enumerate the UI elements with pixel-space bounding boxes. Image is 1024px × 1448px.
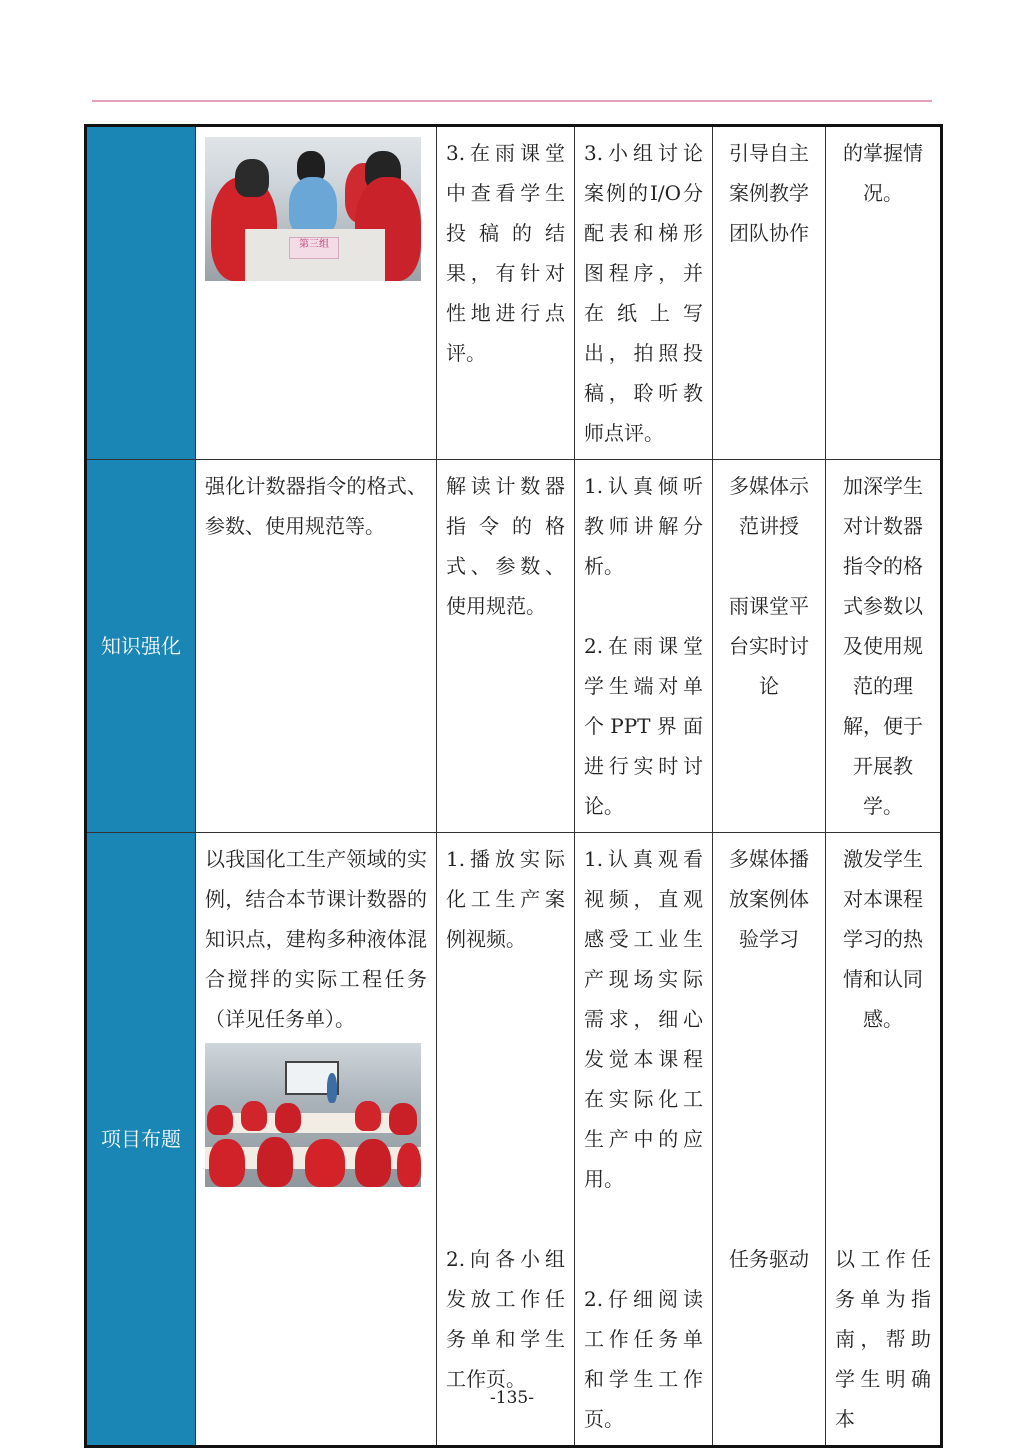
phase-cell: 知识强化 bbox=[86, 460, 196, 833]
group-label-sheet: 第三组 bbox=[289, 237, 339, 259]
intent-text: 的掌握情况。 bbox=[843, 141, 923, 205]
teacher-activity-cell bbox=[437, 833, 575, 1447]
student-activity-text: 2.在雨课堂学生端对单个PPT界面进行实时讨论。 bbox=[584, 634, 703, 818]
lesson-plan-table bbox=[84, 124, 943, 1448]
header-rule bbox=[92, 100, 932, 102]
intent-cell bbox=[826, 833, 942, 1447]
intent-text: 激发学生对本课程学习的热情和认同感。 bbox=[843, 847, 923, 1031]
teacher-activity-cell bbox=[437, 460, 575, 833]
intent-cell bbox=[826, 460, 942, 833]
content-cell bbox=[196, 460, 437, 833]
method-text: 多媒体播放案例体验学习 bbox=[729, 847, 809, 951]
method-cell bbox=[713, 460, 826, 833]
teacher-activity-text: 1.播放实际化工生产案例视频。 bbox=[446, 847, 565, 951]
method-text: 任务驱动 bbox=[729, 1247, 809, 1271]
teacher-activity-text: 2.向各小组发放工作任务单和学生工作页。 bbox=[446, 1247, 565, 1391]
intent-text: 加深学生对计数器指令的格式参数以及使用规范的理解，便于开展教学。 bbox=[843, 474, 923, 818]
phase-cell: 项目布题 bbox=[86, 833, 196, 1447]
table-row bbox=[86, 833, 942, 1447]
teacher-activity-text: 解读计数器指令的格式、参数、使用规范。 bbox=[446, 474, 565, 618]
student-activity-text: 2.仔细阅读工作任务单和学生工作页。 bbox=[584, 1287, 703, 1431]
table-row bbox=[86, 126, 942, 460]
content-cell bbox=[196, 833, 437, 1447]
content-text: 强化计数器指令的格式、参数、使用规范等。 bbox=[205, 474, 427, 538]
classroom-photo bbox=[205, 1043, 421, 1187]
method-text: 引导自主案例教学团队协作 bbox=[729, 141, 809, 245]
method-text: 多媒体示范讲授 bbox=[729, 474, 809, 538]
student-activity-cell bbox=[575, 126, 713, 460]
group-discussion-photo bbox=[205, 137, 421, 281]
intent-cell bbox=[826, 126, 942, 460]
student-activity-text: 3.小组讨论案例的I/O分配表和梯形图程序，并在纸上写出，拍照投稿，聆听教师点评。 bbox=[584, 141, 703, 445]
student-activity-cell bbox=[575, 833, 713, 1447]
method-cell bbox=[713, 126, 826, 460]
lesson-plan-table-wrapper bbox=[84, 124, 940, 1448]
student-activity-text: 1.认真倾听教师讲解分析。 bbox=[584, 474, 703, 578]
page-number: -135- bbox=[490, 1388, 534, 1408]
table-row bbox=[86, 460, 942, 833]
content-text: 以我国化工生产领域的实例，结合本节课计数器的知识点，建构多种液体混合搅拌的实际工程任务（详见任务单）。 bbox=[205, 847, 427, 1031]
teacher-activity-text: 3.在雨课堂中查看学生投稿的结果，有针对性地进行点评。 bbox=[446, 141, 565, 365]
phase-cell bbox=[86, 126, 196, 460]
student-activity-text: 1.认真观看视频，直观感受工业生产现场实际需求，细心发觉本课程在实际化工生产中的应用。 bbox=[584, 847, 703, 1191]
intent-text: 以工作任务单为指南，帮助学生明确本 bbox=[835, 1247, 931, 1431]
method-text: 雨课堂平台实时讨论 bbox=[729, 594, 809, 698]
method-cell bbox=[713, 833, 826, 1447]
student-activity-cell bbox=[575, 460, 713, 833]
teacher-activity-cell bbox=[437, 126, 575, 460]
content-cell bbox=[196, 126, 437, 460]
